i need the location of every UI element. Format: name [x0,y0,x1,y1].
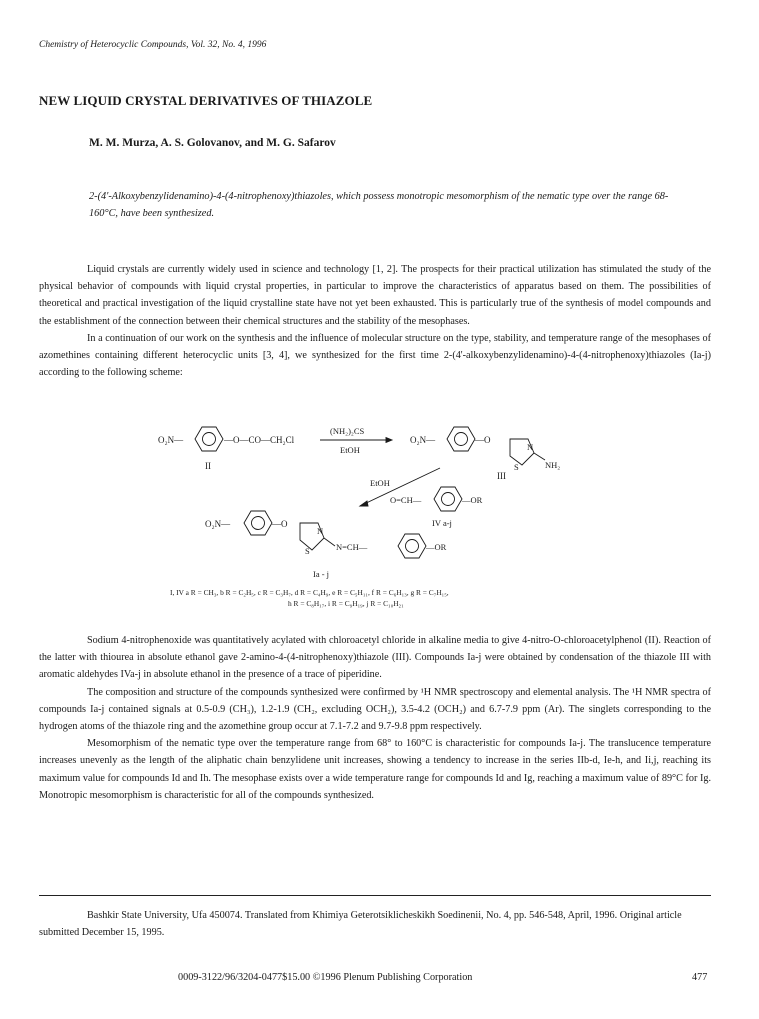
label-ether-o-I: —O [272,519,288,529]
footnote [39,907,711,941]
article-authors: M. M. Murza, A. S. Golovanov, and M. G. Safarov [89,137,336,149]
body-text-intro [39,261,711,381]
benzene-ring-I-right [398,534,426,558]
label-o2n-I: O₂N— [205,519,231,529]
copyright-line: 0009-3122/96/3204-0477$15.00 ©1996 Plenum Publishing Corporation [178,972,473,983]
paragraph-3: Sodium 4-nitrophenoxide was quantitatively acylated with chloroacetyl chloride in alkaline media to give 4-nitro-O-chloroacetylphenol (II). Reaction of the latter with thiourea in absolute ethanol gave 2-amino-4-(4-nitrophenoxy)thiazole (III). Compounds Ia-j were obtained by condensation of the thiazole III with aromatic aldehydes IVa-j in absolute ethanol in the presence of a trace of piperidine. [39,635,711,681]
compound-label-II: II [205,461,211,471]
compound-label-IV: IV a-j [432,518,452,528]
r-group-definitions-2: h R = C₈H₁₇, i R = C₉H₁₉, j R = C₁₀H₂₁ [288,599,404,608]
compound-label-III: III [497,471,506,481]
reagent-thiourea: (NH₂)₂CS [330,426,365,436]
label-o2n-III: O₂N— [410,435,436,445]
label-aldehyde-cho: O=CH— [390,495,422,505]
benzene-ring-I-left [244,511,272,535]
reaction-scheme [150,418,600,608]
reagent-ethanol-1: EtOH [340,445,360,455]
label-o2n-II: O₂N— [158,435,184,445]
footnote-text: Bashkir State University, Ufa 450074. Translated from Khimiya Geterotsiklicheskikh Soedinenii, No. 4, pp. 546-548, April, 1996. Original article submitted December 15, 1995. [39,910,682,938]
atom-n-III: N [527,442,534,452]
label-ester-chain: —O—CO—CH₂Cl [224,435,295,445]
compound-label-I: Ia - j [313,569,330,579]
label-or-I: —OR [426,542,447,552]
label-or-IV: —OR [462,495,483,505]
label-nh2: NH₂ [545,460,561,470]
journal-header: Chemistry of Heterocyclic Compounds, Vol. 32, No. 4, 1996 [39,40,267,50]
reagent-ethanol-2: EtOH [370,478,390,488]
page-number: 477 [692,972,708,983]
paragraph-4: The composition and structure of the compounds synthesized were confirmed by ¹H NMR spectroscopy and elemental analysis. The ¹H NMR spectra of compounds Ia-j contained signals at 0.5-0.9 (CH₃), 1.2-1.9 (CH₂, excluding OCH₂), 3.5-4.2 (OCH₂) and 6.7-7.9 ppm (Ar). The singlets corresponding to the hydrogen atoms of the thiazole ring and the azomethine group occur at 7.1-7.2 and 9.7-9.8 ppm respectively. [39,686,711,733]
atom-n-I: N [317,526,324,536]
paragraph-5: Mesomorphism of the nematic type over the temperature range from 68° to 160°C is characteristic for compounds Ia-j. The translucence temperature increases unevenly as the length of the aliphatic chain benzylidene unit increases, showing a tendency to increase in the series IIb-d, Ie-h, and Ii,j, reaching its maximum value for compounds Id and Ih. The mesophase exists over a wide temperature range for compounds Id and Ig, reaching a maximum value of 89°C for Ig. Monotropic mesomorphism is characteristic for all of the compounds synthesized. [39,738,711,801]
label-azomethine: N=CH— [336,542,368,552]
article-title: NEW LIQUID CRYSTAL DERIVATIVES OF THIAZOLE [39,93,373,108]
r-group-definitions-1: I, IV a R = CH₃, b R = C₂H₅, c R = C₃H₇, d R = C₄H₉, e R = C₅H₁₁, f R = C₆H₁₃, g R = C₇H₁₅, [170,588,449,597]
footnote-divider [39,895,711,896]
benzene-ring-II [195,427,223,451]
article-abstract: 2-(4'-Alkoxybenzylidenamino)-4-(4-nitrophenoxy)thiazoles, which possess monotropic mesomorphism of the nematic type over the range 68-160°C, have been synthesized. [89,191,669,219]
label-ether-o-III: —O [475,435,491,445]
body-text-results [39,632,711,804]
atom-s-III: S [514,462,519,472]
benzene-ring-IV [434,487,462,511]
benzene-ring-III [447,427,475,451]
paragraph-2: In a continuation of our work on the synthesis and the influence of molecular structure on the type, stability, and temperature range of the mesophases of azomethines containing different heterocyclic units [3, 4], we synthesized for the first time 2-(4'-alkoxybenzylidenamino)-4-(4-nitrophenoxy)thiazoles (Ia-j) according to the following scheme: [39,332,711,379]
paragraph-1: Liquid crystals are currently widely used in science and technology [1, 2]. The prospects for their practical utilization has stimulated the study of the physical behavior of compounds with liquid crystal properties, in particular to improve the characteristics of apparatus based on them. The possibilities of theoretical and practical investigation of the liquid crystalline state have not yet been exhausted. This is particularly true of the synthesis of model compounds and the establishment of the connection between their chemical structures and the stability of the mesophases. [39,264,711,327]
atom-s-I: S [305,546,310,556]
